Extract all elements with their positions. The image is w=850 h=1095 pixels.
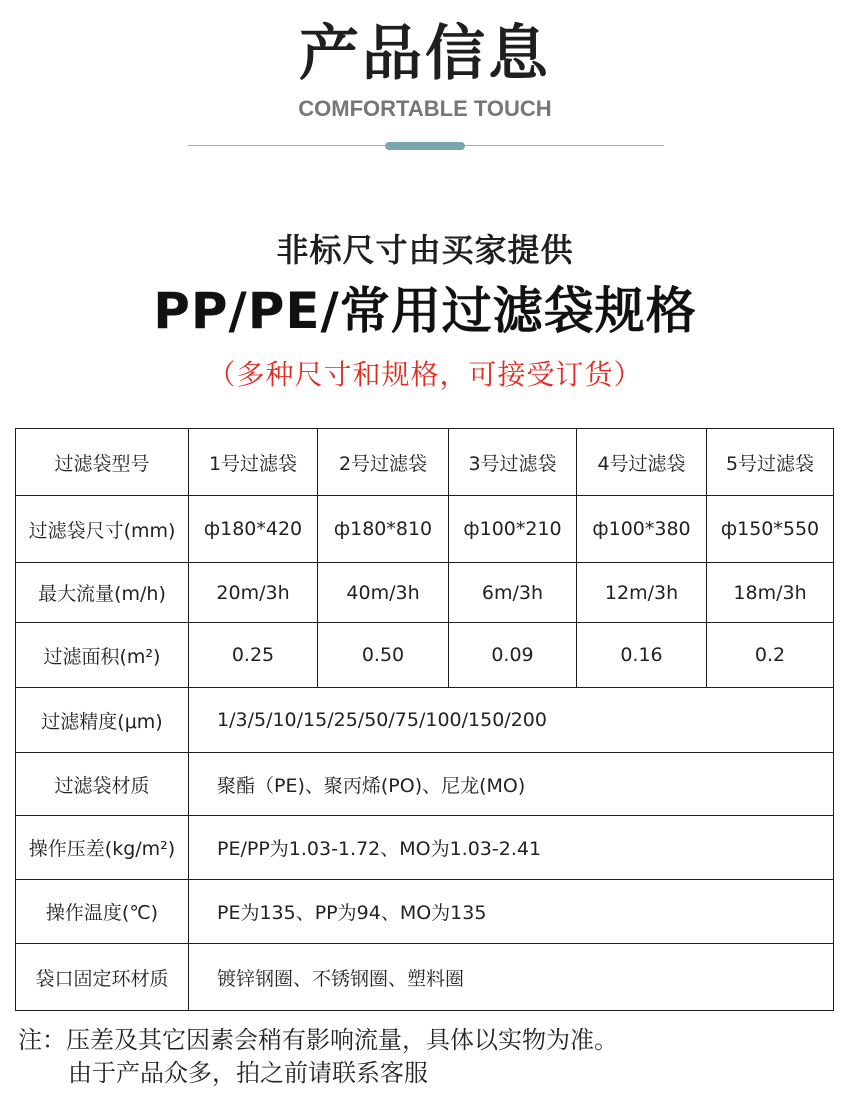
table-cell: 0.09 — [449, 623, 577, 688]
page-title: 产品信息 — [299, 19, 551, 89]
row-label: 过滤袋材质 — [16, 753, 189, 816]
table-row-precision — [16, 688, 834, 753]
table-cell: ф150*550 — [707, 496, 834, 563]
row-label: 操作压差(kg/m²) — [16, 816, 189, 880]
table-cell: 1号过滤袋 — [189, 429, 318, 496]
table-cell: 0.16 — [577, 623, 707, 688]
table-cell: 0.2 — [707, 623, 834, 688]
table-row-material — [16, 753, 834, 816]
spec-heading: PP/PE/常用过滤袋规格 — [153, 282, 697, 340]
table-row-model — [16, 429, 834, 496]
table-cell: 20m/3h — [189, 563, 318, 623]
table-cell: 4号过滤袋 — [577, 429, 707, 496]
custom-size-note: 非标尺寸由买家提供 — [276, 231, 574, 269]
table-cell: ф180*420 — [189, 496, 318, 563]
table-cell: ф100*380 — [577, 496, 707, 563]
spec-table — [15, 428, 834, 1011]
table-row-area — [16, 623, 834, 688]
order-note: （多种尺寸和规格，可接受订货） — [207, 358, 643, 391]
row-label: 过滤袋型号 — [16, 429, 189, 496]
row-label: 过滤面积(m²) — [16, 623, 189, 688]
table-cell: 6m/3h — [449, 563, 577, 623]
row-label: 操作温度(℃) — [16, 880, 189, 944]
footnote-pressure: 注：压差及其它因素会稍有影响流量，具体以实物为准。 — [18, 1026, 618, 1054]
table-cell: ф100*210 — [449, 496, 577, 563]
table-cell-wide: 1/3/5/10/15/25/50/75/100/150/200 — [189, 688, 834, 753]
table-row-flow — [16, 563, 834, 623]
table-cell: 40m/3h — [318, 563, 449, 623]
table-cell-wide: PE为135、PP为94、MO为135 — [189, 880, 834, 944]
table-cell: 12m/3h — [577, 563, 707, 623]
title-divider-accent — [385, 142, 465, 150]
table-cell: 18m/3h — [707, 563, 834, 623]
table-row-pressure — [16, 816, 834, 880]
table-cell: ф180*810 — [318, 496, 449, 563]
table-cell: 5号过滤袋 — [707, 429, 834, 496]
table-cell: 0.50 — [318, 623, 449, 688]
footnote-contact: 由于产品众多，拍之前请联系客服 — [68, 1059, 428, 1087]
table-cell-wide: 镀锌钢圈、不锈钢圈、塑料圈 — [189, 944, 834, 1011]
row-label: 过滤袋尺寸(mm) — [16, 496, 189, 563]
row-label: 最大流量(m/h) — [16, 563, 189, 623]
table-row-ring — [16, 944, 834, 1011]
table-cell-wide: PE/PP为1.03-1.72、MO为1.03-2.41 — [189, 816, 834, 880]
row-label: 袋口固定环材质 — [16, 944, 189, 1011]
table-row-size — [16, 496, 834, 563]
table-cell-wide: 聚酯（PE)、聚丙烯(PO)、尼龙(MO) — [189, 753, 834, 816]
table-cell: 0.25 — [189, 623, 318, 688]
table-cell: 2号过滤袋 — [318, 429, 449, 496]
table-row-temperature — [16, 880, 834, 944]
row-label: 过滤精度(μm) — [16, 688, 189, 753]
page-subtitle: COMFORTABLE TOUCH — [298, 96, 552, 121]
table-cell: 3号过滤袋 — [449, 429, 577, 496]
